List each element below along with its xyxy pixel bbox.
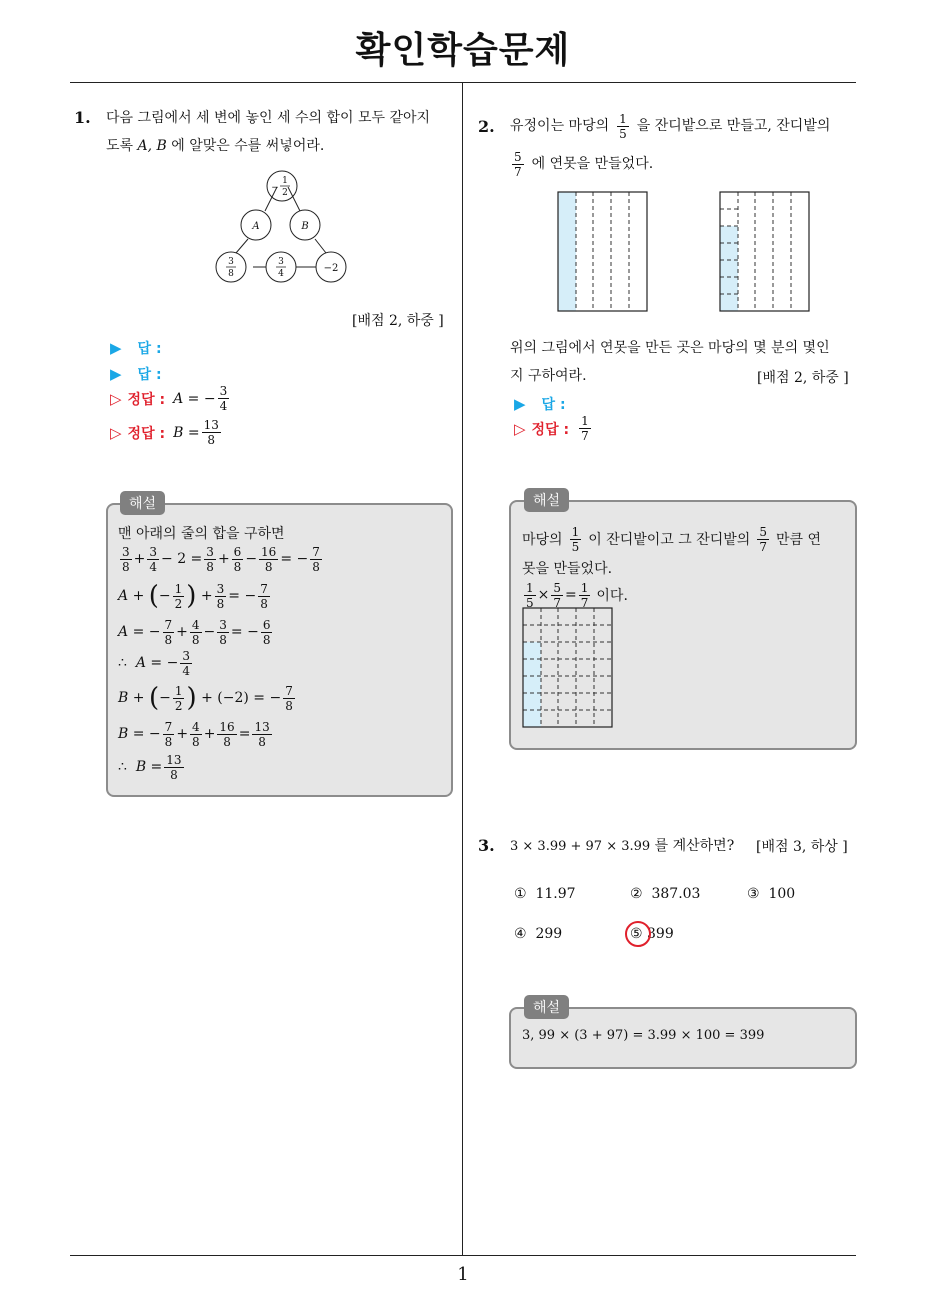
q1-solution-step-6: B = − $\frac{7}{8}$ + $\frac{4}{8}$ + $\frac{16}{8}$ = $\frac{13}{8}$ [118,719,270,749]
q1-correct-answer-a: ▷ 정답 : A = − $\frac{3}{4}$ [110,384,228,413]
q1-answer-line-1[interactable] [110,338,162,358]
q2-field-figure-1 [557,191,649,313]
q2-solution-line2: 못을 만들었다. [522,561,613,577]
correct-label: 정답 : [531,421,570,438]
q1-diagram-bm-num: 3 [278,257,284,267]
q3-choice-1[interactable]: ① 11.97 [514,886,576,902]
q3-choice-2[interactable]: ② 387.03 [630,886,701,902]
q1-text-line2: 도록 A, B 에 알맞은 수를 써넣어라. [106,138,325,154]
q1-diagram-bl-num: 3 [228,257,234,267]
correct-marker-icon: ▷ [110,389,122,408]
correct-label: 정답 : [127,391,166,408]
q3-solution-tag: 해설 [524,995,569,1019]
q2-question-line1: 위의 그림에서 연못을 만든 곳은 마당의 몇 분의 몇인 [510,340,830,356]
q1-solution-content [118,524,324,784]
q3-choice-5[interactable]: ⑤ 399 [630,926,674,942]
q2-text-line1: 유정이는 마당의 $\frac{1}{5}$ 을 잔디밭으로 만들고, 잔디밭의 [510,111,831,141]
q1-text-line1: 다음 그림에서 세 변에 놓인 세 수의 합이 모두 같아지 [106,110,431,126]
column-divider [462,83,463,1256]
q2-text-line2: $\frac{5}{7}$ 에 연못을 만들었다. [514,149,654,179]
q2-correct-answer: ▷ 정답 : $\frac{1}{7}$ [514,414,589,443]
q3-number: 3. [478,836,495,855]
q1-solution-step-3: A = − $\frac{7}{8}$ + $\frac{4}{8}$ − $\frac{3}{8}$ = − $\frac{6}{8}$ [118,617,271,647]
q2-field-figure-2 [719,191,811,313]
answer-marker-icon: ▶ [110,365,122,383]
q2-points: [배점 2, 하중 ] [757,370,849,386]
q1-diagram-br: −2 [323,263,339,274]
q1-answer-line-2[interactable] [110,364,162,384]
q1-diagram-top-sign: − [271,183,279,193]
q1-solution-intro: 맨 아래의 줄의 합을 구하면 [118,526,285,542]
correct-label: 정답 : [127,425,166,442]
q3-choice-3[interactable]: ③ 100 [747,886,796,902]
q2-solution-line1: 마당의 $\frac{1}{5}$ 이 잔디밭이고 그 잔디밭의 $\frac{5}{7}$ 만큼 연 [522,524,822,554]
page-title: 확인학습문제 [355,30,571,71]
q2-question-line2: 지 구하여라. [510,368,587,384]
q1-solution-step-2: A + ( − $\frac{1}{2}$ ) + $\frac{3}{8}$ = − $\frac{7}{8}$ [118,581,268,611]
q1-solution-step-4: ∴ A = − $\frac{3}{4}$ [118,648,190,678]
q3-text [510,832,734,861]
q2-solution-line3: $\frac{1}{5}$ × $\frac{5}{7}$ = $\frac{1}{7}$ 이다. [526,580,628,610]
q1-solution-step-7: ∴ B = $\frac{13}{8}$ [118,752,182,782]
answer-label: 답 : [137,367,162,383]
answer-label: 답 : [541,397,566,413]
q3-expression: 3 × 3.99 + 97 × 3.99 [510,839,651,854]
q1-diagram-bl-den: 8 [228,269,234,279]
q2-number: 2. [478,117,495,136]
q1-diagram-bm-den: 4 [278,269,284,279]
q1-triangle-diagram [208,166,358,286]
q1-solution-step-1: $\frac{3}{8}$ + $\frac{3}{4}$ − 2 = $\frac{3}{8}$ + $\frac{6}{8}$ − $\frac{16}{8}$ = − $\frac{7}{8}$ [122,544,320,574]
answer-marker-icon: ▶ [110,339,122,357]
page-number: 1 [457,1264,469,1285]
q1-diagram-top-den: 2 [282,188,288,198]
selected-choice-circle-icon [625,921,651,947]
q1-diagram-b: B [301,221,309,232]
footer-rule [70,1255,856,1256]
q1-text [106,104,430,160]
answer-marker-icon: ▶ [514,395,526,413]
q2-text [510,106,830,182]
q3-solution-text: 3, 99 × (3 + 97) = 3.99 × 100 = 399 [522,1028,765,1043]
q1-solution-step-5: B + ( − $\frac{1}{2}$ ) + (−2) = − $\frac{7}{8}$ [118,683,293,713]
q2-answer-line[interactable] [514,394,566,414]
q3-text-post: 를 계산하면? [654,838,735,854]
q2-solution-tag: 해설 [524,488,569,512]
q3-points: [배점 3, 하상 ] [756,839,848,855]
q1-diagram-top-num: 1 [282,176,288,186]
q1-correct-answer-b: ▷ 정답 : B = $\frac{13}{8}$ [110,418,219,447]
q1-number: 1. [74,108,91,127]
correct-marker-icon: ▷ [514,419,526,438]
q3-choice-4[interactable]: ④ 299 [514,926,563,942]
q1-solution-tag: 해설 [120,491,165,515]
q1-diagram-a: A [252,221,260,232]
header-rule [70,82,856,83]
q2-solution-grid-figure [522,607,614,729]
correct-marker-icon: ▷ [110,423,122,442]
q1-points: [배점 2, 하중 ] [352,313,444,329]
q2-solution-content [522,520,821,612]
answer-label: 답 : [137,341,162,357]
